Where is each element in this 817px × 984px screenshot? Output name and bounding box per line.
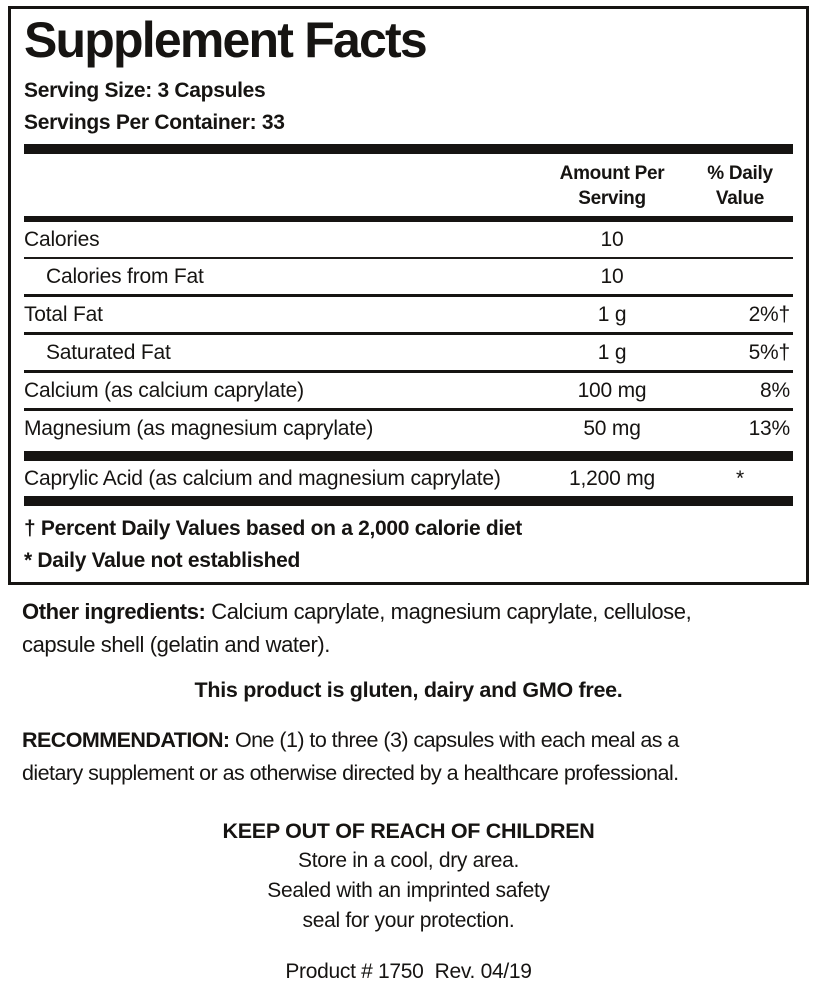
header-amount-per-serving: Amount Per Serving	[559, 163, 665, 209]
nutrient-amount: 1 g	[597, 341, 627, 364]
footnotes	[24, 513, 793, 577]
recommendation-line2: dietary supplement or as otherwise directed by a healthcare professional.	[22, 761, 679, 785]
table-header-row	[24, 154, 793, 216]
nutrient-name: Calories	[24, 228, 100, 251]
nutrient-amount: 100 mg	[577, 379, 647, 402]
nutrient-name: Calcium (as calcium caprylate)	[24, 379, 304, 402]
nutrient-dv: 13%	[748, 417, 790, 440]
free-statement: This product is gluten, dairy and GMO free.	[194, 678, 623, 702]
footnote-not-established: * Daily Value not established	[24, 549, 301, 572]
label-lower-text	[8, 595, 809, 984]
panel-title: Supplement Facts	[24, 12, 426, 68]
other-ingredients-text: Calcium caprylate, magnesium caprylate, cellulose,	[205, 599, 692, 624]
nutrient-name: Total Fat	[24, 303, 103, 326]
product-number-revision: Product # 1750 Rev. 04/19	[285, 960, 532, 983]
nutrient-amount: 1,200 mg	[569, 467, 655, 490]
storage-instruction: Store in a cool, dry area.	[298, 849, 519, 872]
table-row-magnesium	[24, 411, 793, 446]
table-row-caprylic-acid	[24, 461, 793, 496]
nutrient-dv: 5%†	[748, 341, 790, 364]
divider-thick-top	[24, 144, 793, 154]
other-ingredients-label: Other ingredients:	[22, 599, 206, 624]
recommendation-label: RECOMMENDATION:	[22, 728, 230, 752]
table-row-calories	[24, 222, 793, 257]
serving-size: Serving Size: 3 Capsules	[24, 79, 266, 102]
nutrient-amount: 10	[600, 265, 624, 288]
servings-per-container: Servings Per Container: 33	[24, 111, 285, 134]
nutrient-dv: *	[736, 467, 744, 490]
table-row-total-fat	[24, 297, 793, 332]
other-ingredients	[22, 595, 795, 661]
footnote-daily-values: † Percent Daily Values based on a 2,000 calorie diet	[24, 517, 522, 540]
other-ingredients-line2: capsule shell (gelatin and water).	[22, 632, 331, 657]
divider-thick-bottom	[24, 496, 793, 506]
nutrient-name: Magnesium (as magnesium caprylate)	[24, 417, 374, 440]
supplement-facts-panel	[8, 6, 809, 585]
seal-statement-line1: Sealed with an imprinted safety	[267, 879, 550, 902]
table-row-saturated-fat	[24, 335, 793, 370]
other-ingredients-line1	[22, 595, 795, 628]
seal-statement-line2: seal for your protection.	[302, 909, 515, 932]
nutrient-dv: 8%	[760, 379, 790, 402]
recommendation-line1	[22, 724, 795, 757]
divider-thick-mid	[24, 451, 793, 461]
nutrient-dv: 2%†	[748, 303, 790, 326]
nutrient-amount: 10	[600, 228, 624, 251]
recommendation	[22, 724, 795, 790]
storage-warning-block	[22, 816, 795, 936]
nutrient-name: Caprylic Acid (as calcium and magnesium caprylate)	[24, 467, 501, 490]
nutrient-name: Calories from Fat	[46, 265, 204, 288]
recommendation-text: One (1) to three (3) capsules with each meal as a	[229, 728, 679, 752]
nutrient-amount: 1 g	[597, 303, 627, 326]
table-row-calories-from-fat	[24, 259, 793, 294]
nutrient-amount: 50 mg	[583, 417, 641, 440]
header-percent-daily-value: % Daily Value	[707, 163, 773, 209]
keep-out-of-reach-warning: KEEP OUT OF REACH OF CHILDREN	[222, 819, 595, 843]
nutrient-name: Saturated Fat	[46, 341, 171, 364]
table-row-calcium	[24, 373, 793, 408]
